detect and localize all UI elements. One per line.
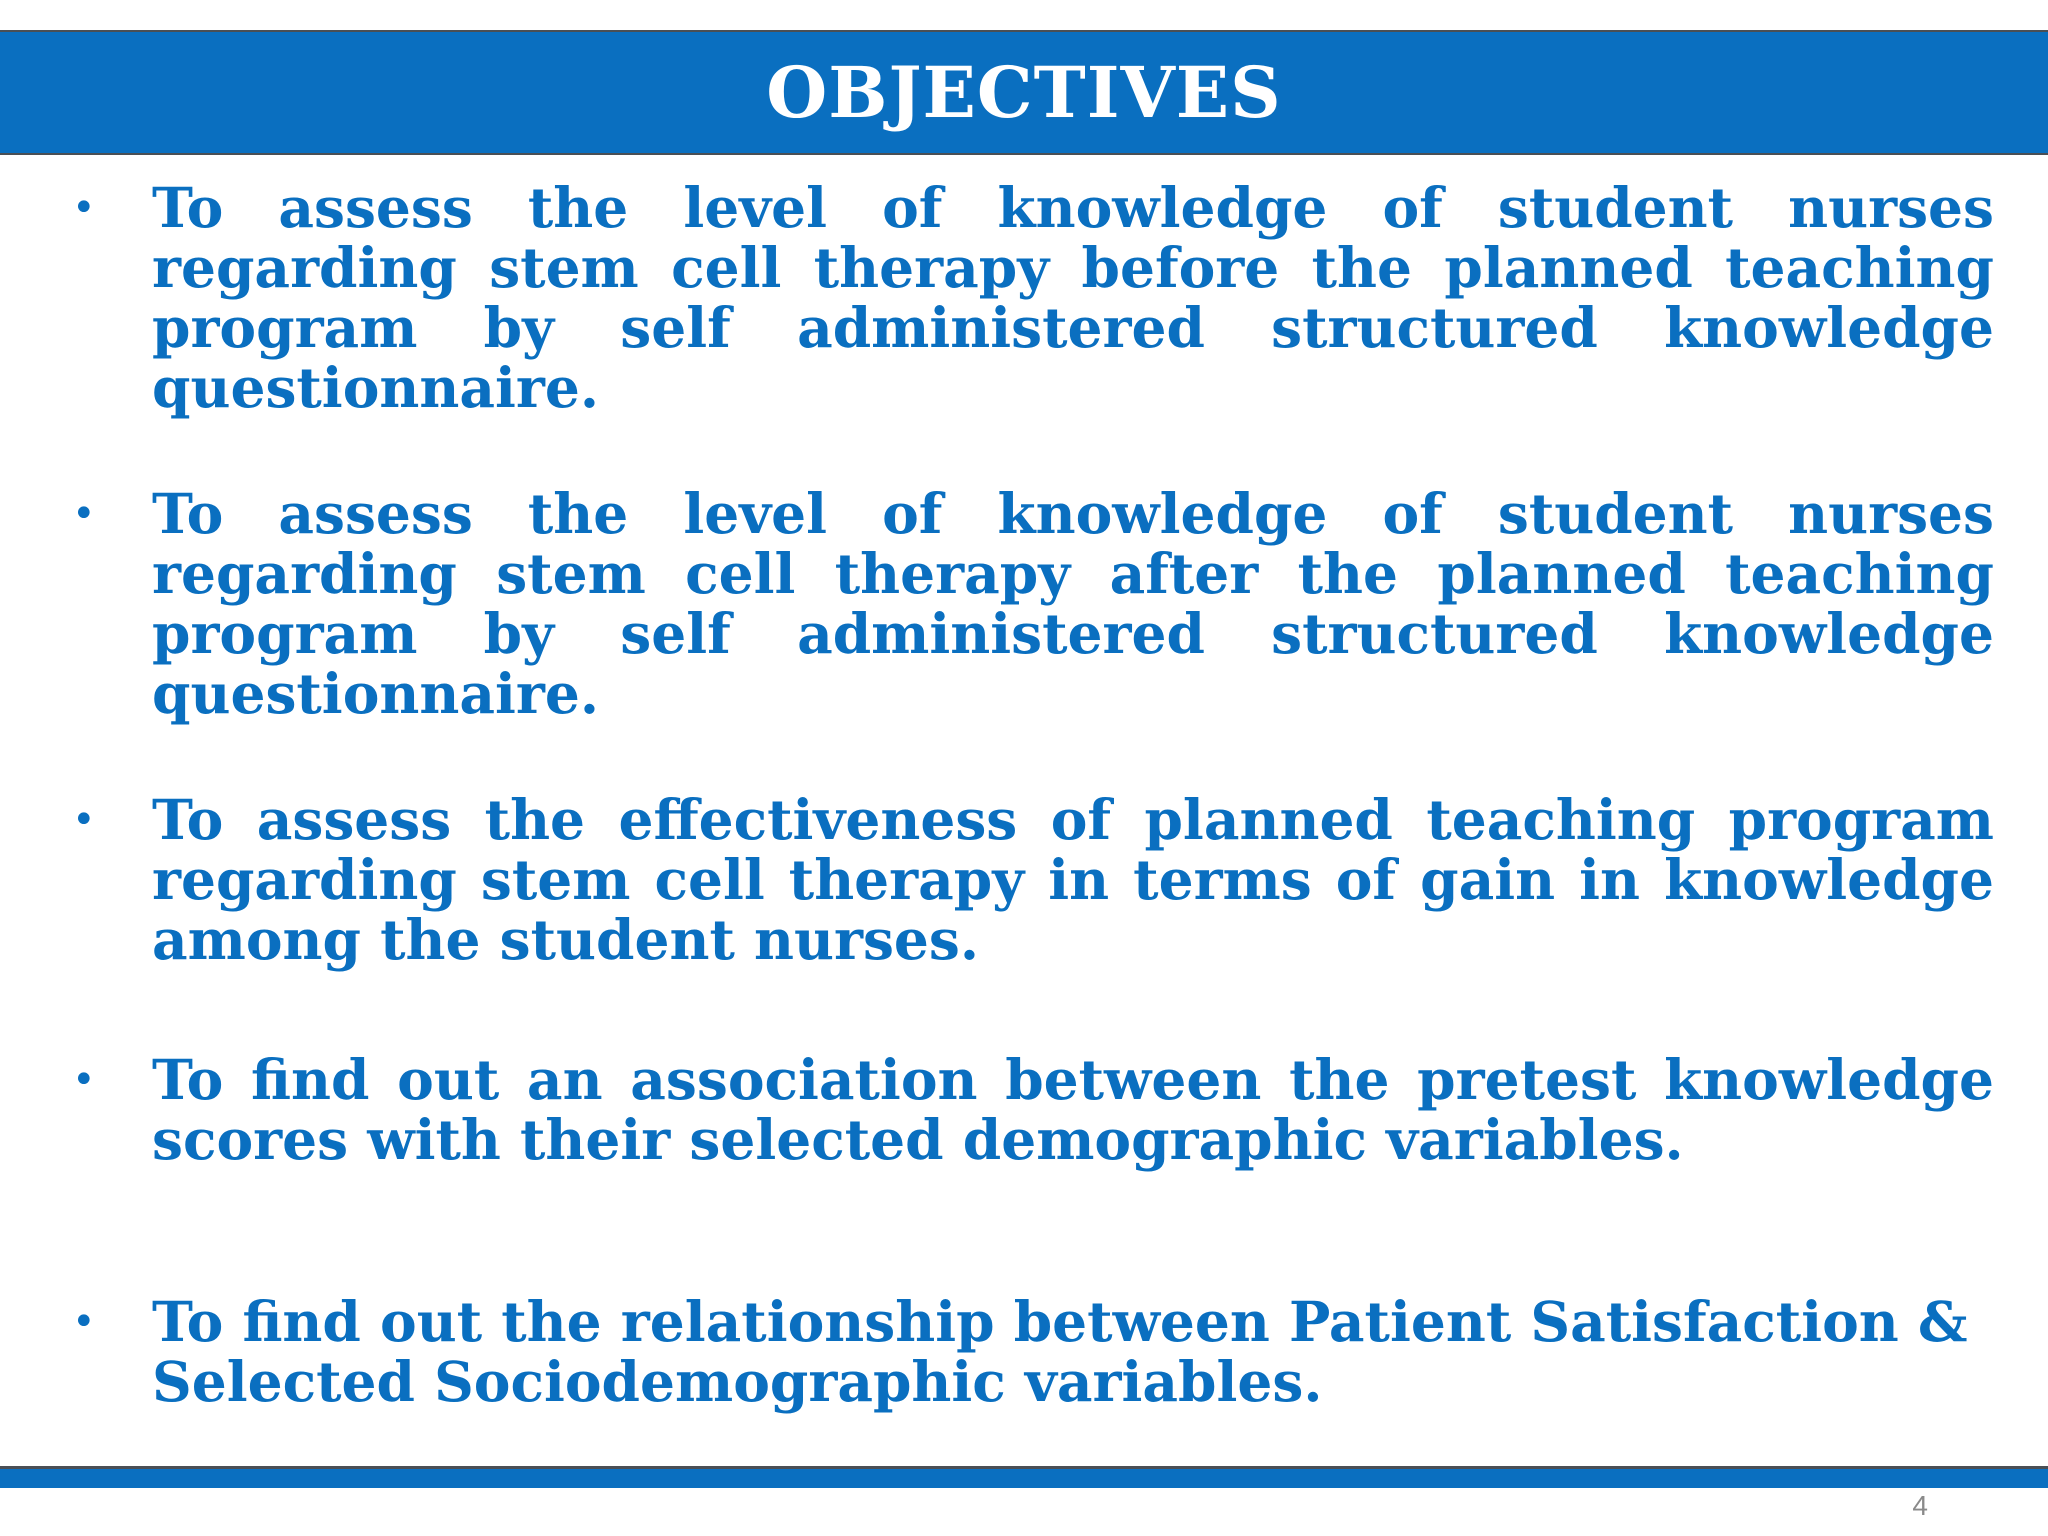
bottom-bar — [0, 1466, 2048, 1488]
bullet-icon: • — [72, 1057, 96, 1103]
objective-item — [60, 175, 2000, 420]
slide-title: OBJECTIVES — [766, 51, 1282, 134]
objective-text: To assess the level of knowledge of student nurses regarding stem cell therapy before the planned teaching program by self administered structured knowledge questionnaire. — [152, 175, 1994, 420]
objective-item — [60, 787, 2000, 972]
bullet-icon: • — [72, 1299, 96, 1345]
objective-item — [60, 481, 2000, 726]
objective-text: To assess the effectiveness of planned teaching program regarding stem cell therapy in terms of gain in knowledge among the student nurses. — [152, 787, 1994, 972]
objective-text: To find out the relationship between Patient Satisfaction & Selected Sociodemographic variables. — [152, 1289, 1968, 1414]
objective-item — [60, 1047, 2000, 1172]
bullet-icon: • — [72, 185, 96, 231]
objective-text: To assess the level of knowledge of student nurses regarding stem cell therapy after the planned teaching program by self administered structured knowledge questionnaire. — [152, 481, 1994, 726]
objective-text: To find out an association between the pretest knowledge scores with their selected demographic variables. — [152, 1047, 1994, 1172]
title-bar — [0, 30, 2048, 155]
bullet-icon: • — [72, 797, 96, 843]
page-number: 4 — [1912, 1490, 1928, 1521]
objective-item — [60, 1289, 2000, 1414]
bullet-icon: • — [72, 491, 96, 537]
